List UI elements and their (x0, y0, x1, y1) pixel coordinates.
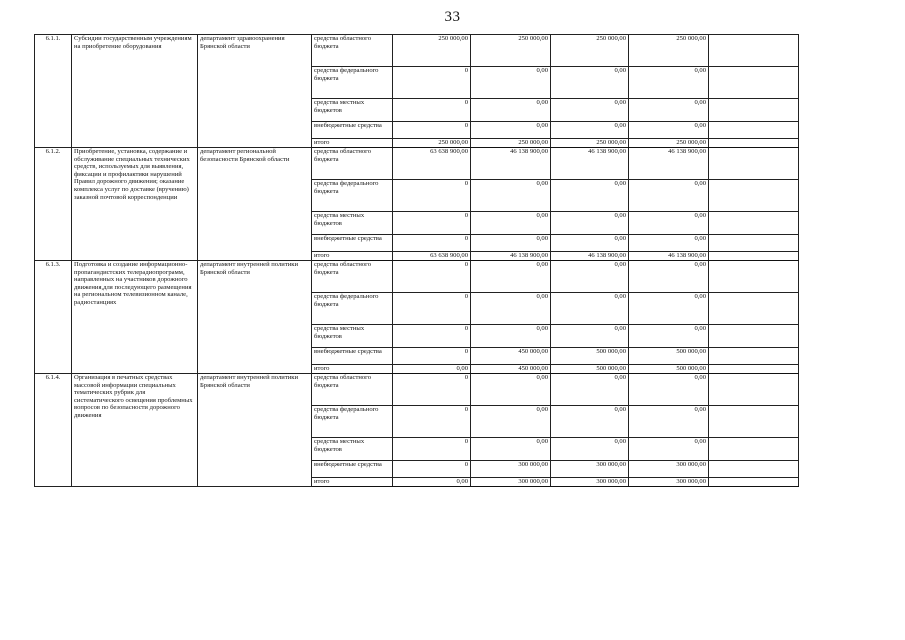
empty-cell (709, 365, 799, 374)
item-name: Организация в печатных средствах массовой информации специальных тематических рубрик для систематического освещения проблемных вопросов по безопасности дорожного движения (72, 374, 198, 487)
amount-cell: 300 000,00 (551, 478, 629, 487)
amount-cell: 46 138 900,00 (629, 252, 709, 261)
amount-cell: 0,00 (551, 99, 629, 122)
amount-cell: 0,00 (471, 235, 551, 252)
amount-cell: 0,00 (629, 374, 709, 406)
funding-source-label: средства федерального бюджета (312, 67, 393, 99)
empty-cell (709, 122, 799, 139)
amount-cell: 0 (393, 180, 471, 212)
amount-cell: 250 000,00 (393, 35, 471, 67)
table-row (35, 148, 799, 180)
amount-cell: 0,00 (551, 122, 629, 139)
amount-cell: 300 000,00 (629, 461, 709, 478)
funding-source-label: внебюджетные средства (312, 122, 393, 139)
amount-cell: 0 (393, 438, 471, 461)
empty-cell (709, 438, 799, 461)
amount-cell: 46 138 900,00 (471, 252, 551, 261)
amount-cell: 0,00 (471, 212, 551, 235)
amount-cell: 46 138 900,00 (551, 252, 629, 261)
amount-cell: 0,00 (629, 406, 709, 438)
amount-cell: 0,00 (471, 180, 551, 212)
amount-cell: 250 000,00 (551, 35, 629, 67)
empty-cell (709, 35, 799, 67)
amount-cell: 0,00 (629, 180, 709, 212)
amount-cell: 0,00 (551, 374, 629, 406)
amount-cell: 0 (393, 235, 471, 252)
amount-cell: 0,00 (551, 293, 629, 325)
amount-cell: 46 138 900,00 (629, 148, 709, 180)
amount-cell: 0 (393, 325, 471, 348)
amount-cell: 250 000,00 (629, 35, 709, 67)
amount-cell: 0,00 (471, 99, 551, 122)
amount-cell: 46 138 900,00 (471, 148, 551, 180)
item-executor: департамент внутренней политики Брянской области (198, 261, 312, 374)
funding-source-label: итого (312, 478, 393, 487)
amount-cell: 0,00 (551, 406, 629, 438)
amount-cell: 250 000,00 (471, 35, 551, 67)
amount-cell: 0,00 (629, 67, 709, 99)
amount-cell: 0,00 (471, 438, 551, 461)
amount-cell: 63 638 900,00 (393, 252, 471, 261)
amount-cell: 0 (393, 99, 471, 122)
funding-source-label: итого (312, 139, 393, 148)
amount-cell: 250 000,00 (551, 139, 629, 148)
amount-cell: 0,00 (551, 325, 629, 348)
funding-source-label: внебюджетные средства (312, 235, 393, 252)
funding-source-label: средства областного бюджета (312, 261, 393, 293)
amount-cell: 0 (393, 374, 471, 406)
item-number: 6.1.3. (35, 261, 72, 374)
empty-cell (709, 325, 799, 348)
amount-cell: 500 000,00 (551, 348, 629, 365)
empty-cell (709, 148, 799, 180)
funding-source-label: средства областного бюджета (312, 35, 393, 67)
amount-cell: 0,00 (551, 67, 629, 99)
amount-cell: 0 (393, 348, 471, 365)
amount-cell: 0 (393, 293, 471, 325)
item-name: Приобретение, установка, содержание и обслуживание специальных технических средств, используемых для выявления, фиксации и профилактики нарушений Правил дорожного движения; оказание комплекса услуг по доставке (вручению) заказной почтовой корреспонденции (72, 148, 198, 261)
funding-source-label: итого (312, 252, 393, 261)
amount-cell: 0 (393, 212, 471, 235)
empty-cell (709, 99, 799, 122)
amount-cell: 0,00 (471, 325, 551, 348)
empty-cell (709, 461, 799, 478)
amount-cell: 250 000,00 (393, 139, 471, 148)
amount-cell: 500 000,00 (629, 348, 709, 365)
funding-source-label: средства местных бюджетов (312, 438, 393, 461)
amount-cell: 46 138 900,00 (551, 148, 629, 180)
amount-cell: 0,00 (471, 122, 551, 139)
item-number: 6.1.2. (35, 148, 72, 261)
amount-cell: 0,00 (471, 374, 551, 406)
amount-cell: 0,00 (551, 212, 629, 235)
item-executor: департамент региональной безопасности Брянской области (198, 148, 312, 261)
funding-source-label: средства местных бюджетов (312, 99, 393, 122)
empty-cell (709, 252, 799, 261)
table-row (35, 374, 799, 406)
item-name: Субсидии государственным учреждениям на приобретение оборудования (72, 35, 198, 148)
amount-cell: 500 000,00 (551, 365, 629, 374)
amount-cell: 0,00 (471, 261, 551, 293)
empty-cell (709, 478, 799, 487)
amount-cell: 300 000,00 (629, 478, 709, 487)
amount-cell: 0,00 (551, 235, 629, 252)
empty-cell (709, 67, 799, 99)
empty-cell (709, 261, 799, 293)
empty-cell (709, 139, 799, 148)
funding-source-label: средства федерального бюджета (312, 406, 393, 438)
funding-source-label: внебюджетные средства (312, 348, 393, 365)
table-row (35, 261, 799, 293)
amount-cell: 250 000,00 (629, 139, 709, 148)
item-number: 6.1.1. (35, 35, 72, 148)
amount-cell: 0,00 (629, 99, 709, 122)
amount-cell: 450 000,00 (471, 365, 551, 374)
item-name: Подготовка и создание информационно-пропагандистских телерадиопрограмм, направленных на участников дорожного движения,для последующего размещения на региональном телевизионном канале, радиостанциях (72, 261, 198, 374)
amount-cell: 0 (393, 261, 471, 293)
funding-source-label: итого (312, 365, 393, 374)
amount-cell: 0 (393, 406, 471, 438)
empty-cell (709, 406, 799, 438)
table-row (35, 35, 799, 67)
amount-cell: 0,00 (629, 212, 709, 235)
funding-source-label: средства федерального бюджета (312, 293, 393, 325)
amount-cell: 250 000,00 (471, 139, 551, 148)
amount-cell: 0 (393, 67, 471, 99)
funding-source-label: средства местных бюджетов (312, 325, 393, 348)
amount-cell: 0,00 (629, 293, 709, 325)
funding-source-label: внебюджетные средства (312, 461, 393, 478)
amount-cell: 63 638 900,00 (393, 148, 471, 180)
amount-cell: 0,00 (629, 261, 709, 293)
amount-cell: 0,00 (471, 406, 551, 438)
amount-cell: 0,00 (551, 261, 629, 293)
amount-cell: 0,00 (551, 180, 629, 212)
amount-cell: 0,00 (393, 365, 471, 374)
amount-cell: 0,00 (471, 293, 551, 325)
empty-cell (709, 212, 799, 235)
amount-cell: 0,00 (471, 67, 551, 99)
budget-table (34, 34, 799, 487)
funding-source-label: средства федерального бюджета (312, 180, 393, 212)
amount-cell: 300 000,00 (471, 478, 551, 487)
funding-source-label: средства областного бюджета (312, 374, 393, 406)
amount-cell: 0,00 (629, 438, 709, 461)
amount-cell: 450 000,00 (471, 348, 551, 365)
item-executor: департамент внутренней политики Брянской области (198, 374, 312, 487)
amount-cell: 300 000,00 (551, 461, 629, 478)
funding-source-label: средства областного бюджета (312, 148, 393, 180)
amount-cell: 500 000,00 (629, 365, 709, 374)
empty-cell (709, 180, 799, 212)
amount-cell: 0,00 (629, 235, 709, 252)
amount-cell: 0 (393, 461, 471, 478)
amount-cell: 0,00 (393, 478, 471, 487)
empty-cell (709, 293, 799, 325)
amount-cell: 0,00 (629, 325, 709, 348)
amount-cell: 0,00 (551, 438, 629, 461)
funding-source-label: средства местных бюджетов (312, 212, 393, 235)
empty-cell (709, 348, 799, 365)
amount-cell: 0,00 (629, 122, 709, 139)
empty-cell (709, 235, 799, 252)
page-number: 33 (444, 9, 461, 25)
amount-cell: 0 (393, 122, 471, 139)
item-number: 6.1.4. (35, 374, 72, 487)
amount-cell: 300 000,00 (471, 461, 551, 478)
empty-cell (709, 374, 799, 406)
item-executor: департамент здравоохранения Брянской области (198, 35, 312, 148)
